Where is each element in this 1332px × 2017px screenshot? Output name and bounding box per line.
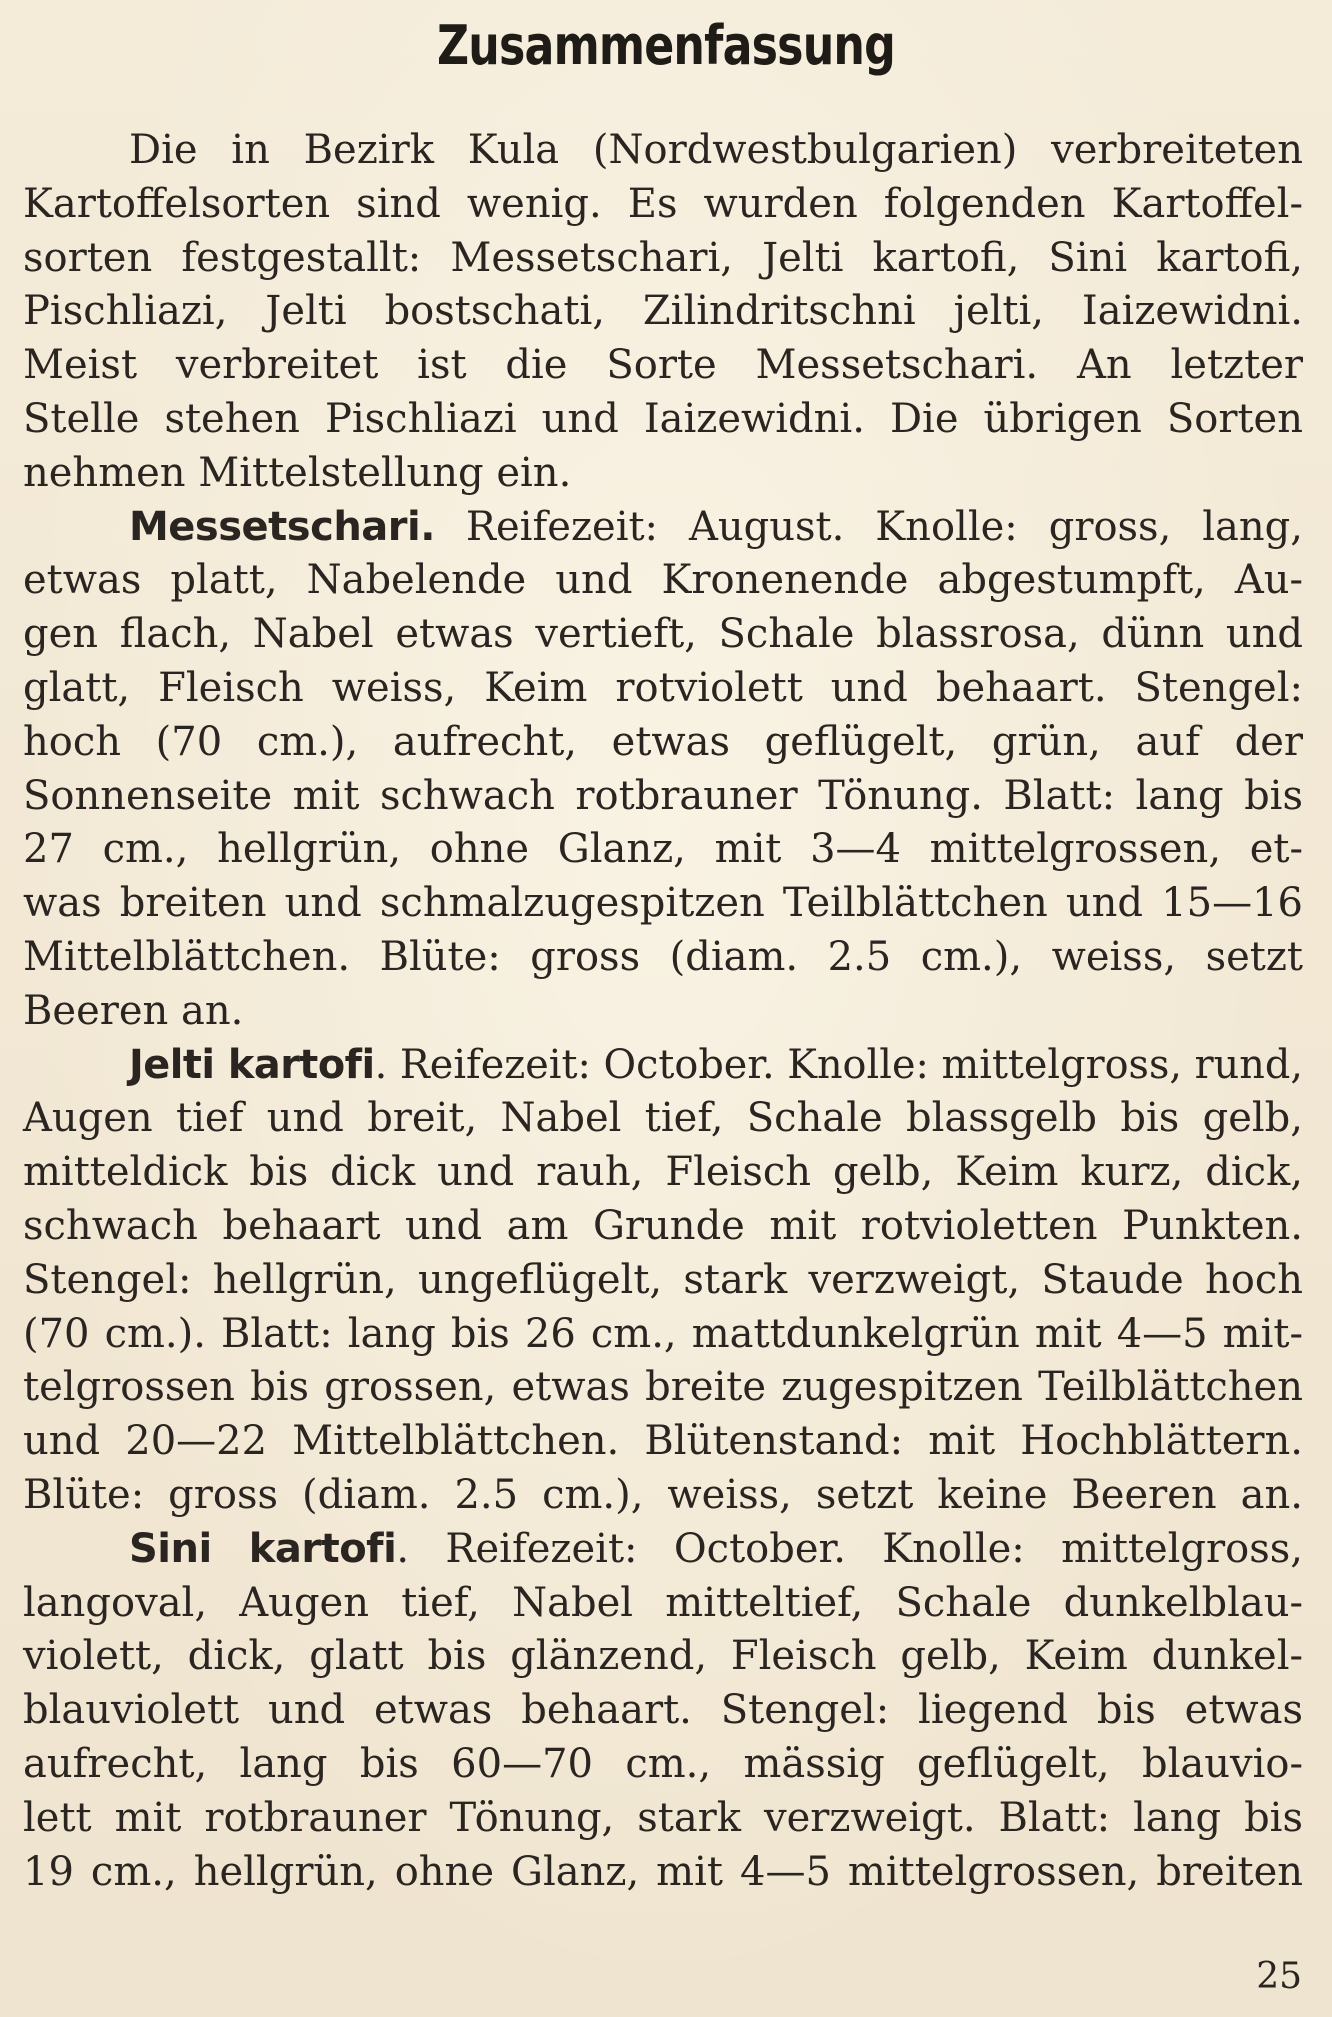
text-line: Augen tief und breit, Nabel tief, Schale blassgelb bis gelb, (23, 1095, 1303, 1142)
text-line: Die in Bezirk Kula (Nordwestbulgarien) verbreiteten (129, 127, 1303, 173)
text-line: telgrossen bis grossen, etwas breite zugespitzen Teilblättchen (23, 1364, 1303, 1411)
text-line: aufrecht, lang bis 60—70 cm., mässig geflügelt, blauvio- (23, 1740, 1303, 1787)
text-line: Blüte: gross (diam. 2.5 cm.), weiss, setzt keine Beeren an. (23, 1471, 1303, 1518)
text-line: nehmen Mittelstellung ein. (23, 449, 572, 496)
text-line: 27 cm., hellgrün, ohne Glanz, mit 3—4 mittelgrossen, et- (23, 826, 1303, 873)
body-text (23, 124, 1303, 1899)
variety-name: Jelti kartofi (129, 1041, 375, 1088)
text-line: mitteldick bis dick und rauh, Fleisch gelb, Keim kurz, dick, (23, 1149, 1303, 1196)
variety-name: Sini kartofi (129, 1525, 397, 1572)
text-line: blauviolett und etwas behaart. Stengel: liegend bis etwas (23, 1687, 1303, 1734)
text-line: Sonnenseite mit schwach rotbrauner Tönung. Blatt: lang bis (23, 772, 1303, 819)
text-line: 19 cm., hellgrün, ohne Glanz, mit 4—5 mittelgrossen, breiten (23, 1848, 1303, 1895)
text-line: und 20—22 Mittelblättchen. Blütenstand: mit Hochblättern. (23, 1418, 1303, 1465)
text-line: schwach behaart und am Grunde mit rotvioletten Punkten. (23, 1202, 1303, 1249)
text-line: Meist verbreitet ist die Sorte Messetschari. An letzter (23, 342, 1303, 389)
text-line: gen flach, Nabel etwas vertieft, Schale blassrosa, dünn und (23, 611, 1303, 658)
text-line: Messetschari. Reifezeit: August. Knolle: gross, lang, (129, 503, 1303, 550)
text-line: langoval, Augen tief, Nabel mitteltief, Schale dunkelblau- (23, 1579, 1303, 1626)
text-line: etwas platt, Nabelende und Kronenende abgestumpft, Au- (23, 557, 1303, 604)
text-line: sorten festgestallt: Messetschari, Jelti kartofi, Sini kartofi, (23, 234, 1303, 281)
text-line: (70 cm.). Blatt: lang bis 26 cm., mattdunkelgrün mit 4—5 mit- (23, 1310, 1303, 1357)
text-line: Kartoffelsorten sind wenig. Es wurden folgenden Kartoffel- (23, 180, 1303, 227)
page-number: 25 (1256, 1956, 1302, 1997)
text-line: was breiten und schmalzugespitzen Teilblättchen und 15—16 (23, 880, 1303, 927)
text-line: hoch (70 cm.), aufrecht, etwas geflügelt, grün, auf der (23, 718, 1303, 765)
text-line: lett mit rotbrauner Tönung, stark verzweigt. Blatt: lang bis (23, 1794, 1303, 1841)
variety-name: Messetschari. (129, 503, 435, 550)
text-line: Mittelblättchen. Blüte: gross (diam. 2.5 cm.), weiss, setzt (23, 933, 1303, 980)
text-line: Stengel: hellgrün, ungeflügelt, stark verzweigt, Staude hoch (23, 1256, 1303, 1303)
page-title: Zusammenfassung (436, 14, 895, 77)
text-line: Pischliazi, Jelti bostschati, Zilindritschni jelti, Iaizewidni. (23, 288, 1303, 335)
text-line: violett, dick, glatt bis glänzend, Fleisch gelb, Keim dunkel- (23, 1633, 1303, 1680)
text-line: Sini kartofi. Reifezeit: October. Knolle: mittelgross, (129, 1525, 1304, 1572)
text-line: glatt, Fleisch weiss, Keim rotviolett und behaart. Stengel: (23, 664, 1303, 711)
text-line: Jelti kartofi. Reifezeit: October. Knolle: mittelgross, rund, (129, 1041, 1303, 1088)
text-line: Stelle stehen Pischliazi und Iaizewidni. Die übrigen Sorten (23, 395, 1303, 442)
text-line: Beeren an. (23, 987, 244, 1034)
